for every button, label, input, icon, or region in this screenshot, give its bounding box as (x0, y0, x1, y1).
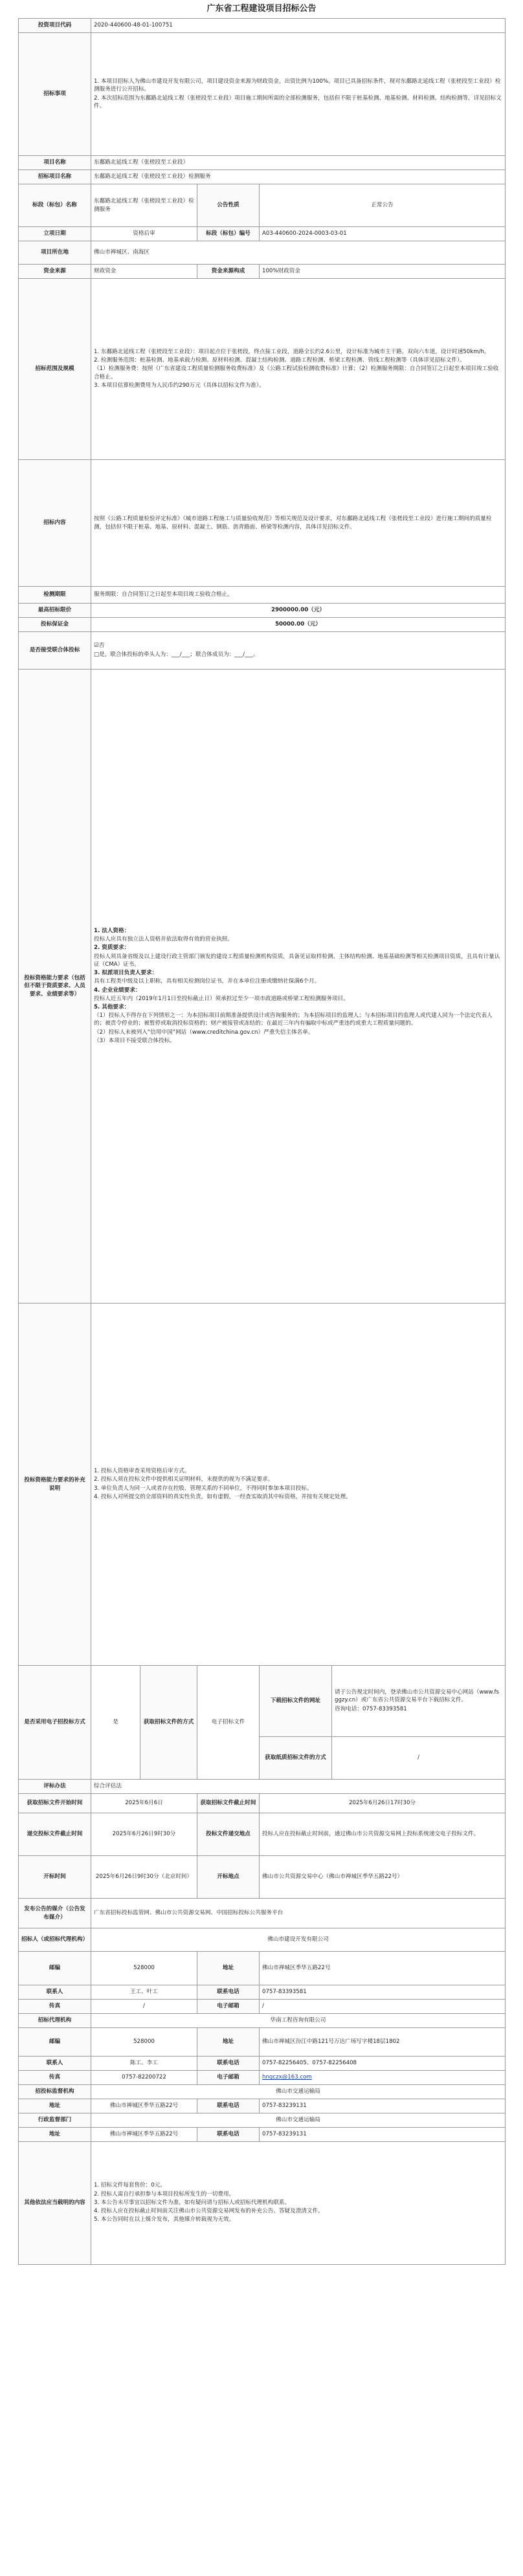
other-item-1: 1. 招标文件每套售价：0元。 (94, 2182, 166, 2189)
value-section-name: 东鄱路北延线工程（张槎段至工业段）检测服务 (91, 184, 197, 227)
row-project-code (19, 19, 506, 33)
qual-item-4: 投标人须具备省级及以上建设行政主管部门颁发的建设工程质量检测机构资质，具备见证取样检测、主体结构检测、地基基础检测等相关检测项目资质，且具有计量认证（CMA）证书。 (94, 953, 500, 968)
label-tenderer-addr: 地址 (197, 1952, 260, 1985)
value-content: 按照《公路工程质量检验评定标准》《城市道路工程施工与质量验收规范》等相关规范及设计要求，对东鄱路北延线工程（张槎段至工业段）进行施工期间的质量检测，包括但不限于桩基、地基、原材料、混凝土、钢筋、沥青路面、桥梁等检测内容，具体详见招标文件。 (91, 460, 506, 587)
label-tenderer-phone: 联系电话 (197, 1985, 260, 2000)
download-place-1: 请于公告规定时间内，登录佛山市公共资源交易中心网站（www.fsggzy.cn）或广东省公共资源交易平台下载招标文件。 (335, 1689, 499, 1704)
row-agent-fax (19, 2071, 506, 2085)
label-notice-overview: 招标事项 (19, 33, 91, 156)
row-joint (19, 632, 506, 670)
value-supervise-phone: 0757-83239131 (260, 2099, 506, 2113)
value-agent-fax: 0757-82200722 (91, 2071, 197, 2085)
label-section-name: 标段（标包）名称 (19, 184, 91, 227)
value-fund-proportion: 100%财政资金 (260, 265, 506, 279)
row-media (19, 1899, 506, 1928)
row-doc-time (19, 1794, 506, 1813)
label-bid-type: 公告性质 (197, 184, 260, 227)
label-qualification: 投标资格能力要求（包括但不限于资质要求、人员要求、业绩要求等） (19, 670, 91, 1304)
row-section (19, 184, 506, 227)
qual-item-3: 2. 资质要求： (94, 944, 130, 952)
scope-paragraph-2: 2. 检测服务范围：桩基检测、地基承载力检测、原材料检测、混凝土结构检测、道路工程检测、桥梁工程检测、管线工程检测等（具体详见招标文件）。 (94, 357, 465, 364)
qual-item-5: 3. 拟派项目负责人要求： (94, 970, 158, 977)
label-media: 发布公告的媒介（公告发布媒介） (19, 1899, 91, 1928)
row-bid-name (19, 170, 506, 184)
qual-item-2: 投标人应具有独立法人资格并依法取得有效的营业执照。 (94, 936, 233, 943)
value-supervise: 佛山市交通运输局 (91, 2085, 506, 2099)
row-qual-supp (19, 1304, 506, 1666)
label-location: 项目所在地 (19, 241, 91, 265)
label-open-place: 开标地点 (197, 1856, 260, 1899)
label-max-price: 最高招标限价 (19, 604, 91, 618)
label-joint: 是否接受联合体投标 (19, 632, 91, 670)
scope-paragraph-4: 3. 本项目估算检测费用为人民币约290万元（具体以招标文件为准）。 (94, 382, 265, 389)
qual-item-10: （1）投标人不得存在下列情形之一：为本招标项目前期准备提供设计或咨询服务的；为本招标项目的监理人；与本招标项目的监理人或代建人同为一个法定代表人的；被责令停业的；被暂停或取消投标资格的；财产被接管或冻结的；在最近三年内有骗取中标或严重违约或重大工程质量问题的。 (94, 1012, 493, 1027)
qual-supp-3: 3. 单位负责人为同一人或者存在控股、管理关系的不同单位，不得同时参加本项目投标。 (94, 1485, 313, 1492)
page-title: 广东省工程建设项目招标公告 (206, 4, 317, 14)
value-supervise-dept-addr: 佛山市禅城区季华五路22号 (91, 2128, 197, 2142)
row-max-price (19, 604, 506, 618)
label-agent-contact: 联系人 (19, 2057, 91, 2071)
label-supervise-dept-addr: 地址 (19, 2128, 91, 2142)
value-tenderer-fax: / (91, 2000, 197, 2014)
row-content (19, 460, 506, 587)
label-tenderer: 招标人（或招标代理机构） (19, 1928, 91, 1952)
value-agent-contact: 陈工、李工 (91, 2057, 197, 2071)
scope-paragraph-1: 1. 东鄱路北延线工程（张槎段至工业段）：项目起点位于张槎段，终点接工业段，道路全长约2.6公里，设计标准为城市主干路，双向六车道，设计时速50km/h。 (94, 348, 490, 355)
qual-item-7: 4. 企业业绩要求： (94, 987, 141, 994)
label-qual-supp: 投标资格能力要求的补充说明 (19, 1304, 91, 1666)
label-project-code: 投资项目代码 (19, 19, 91, 33)
row-supervise-addr (19, 2099, 506, 2113)
label-doc-end: 获取招标文件截止时间 (197, 1794, 260, 1813)
label-project-name: 项目名称 (19, 156, 91, 170)
value-max-price: 2900000.00（元） (91, 604, 506, 618)
label-supervise-addr: 地址 (19, 2099, 91, 2113)
label-supervise-phone: 联系电话 (197, 2099, 260, 2113)
value-tenderer-contact: 王工、叶工 (91, 1985, 197, 2000)
value-tenderer-addr: 佛山市禅城区季华五路22号 (260, 1952, 506, 1985)
row-agent-postcode (19, 2028, 506, 2057)
value-project-code: 2020-440600-48-01-100751 (91, 19, 506, 33)
value-agent-postcode: 528000 (91, 2028, 197, 2057)
other-item-4: 4. 投标人应在投标截止时间前关注佛山市公共资源交易网发布的补充公告、答疑及澄清文件。 (94, 2208, 324, 2215)
qual-supp-2: 2. 投标人须在投标文件中提供相关证明材料，未提供的视为不满足要求。 (94, 1476, 274, 1483)
row-agent-contact (19, 2057, 506, 2071)
value-agent-phone: 0757-82256405、0757-82256408 (260, 2057, 506, 2071)
value-submit-place: 投标人应在投标截止时间前，通过佛山市公共资源交易网上投标系统递交电子投标文件。 (260, 1813, 506, 1856)
label-estimated: 投标保证金 (19, 618, 91, 632)
label-agent: 招标代理机构 (19, 2014, 91, 2028)
label-fund-source: 资金来源 (19, 265, 91, 279)
row-agent (19, 2014, 506, 2028)
value-tenderer: 佛山市建设开发有限公司 (91, 1928, 506, 1952)
label-submit-place: 投标文件递交地点 (197, 1813, 260, 1856)
qual-supp-1: 1. 投标人资格审查采用资格后审方式。 (94, 1468, 190, 1475)
label-e-bid: 是否采用电子招投标方式 (19, 1666, 91, 1780)
label-agent-email: 电子邮箱 (197, 2071, 260, 2085)
row-supervise-dept-addr (19, 2128, 506, 2142)
value-open-time: 2025年6月26日9时30分（北京时间） (91, 1856, 197, 1899)
other-item-5: 5. 本公告同时在以上媒介发布，其他媒介转载视为无效。 (94, 2216, 235, 2223)
label-doc-start: 获取招标文件开始时间 (19, 1794, 91, 1813)
value-agent-addr: 佛山市禅城区汾江中路121号万达广场写字楼18层1802 (260, 2028, 506, 2057)
value-bid-name: 东鄱路北延线工程（张槎段至工业段）检测服务 (91, 170, 506, 184)
value-scope (91, 279, 506, 460)
label-tenderer-fax: 传真 (19, 2000, 91, 2014)
row-supervise-dept (19, 2113, 506, 2128)
row-tenderer-contact (19, 1985, 506, 2000)
value-supervise-dept: 佛山市交通运输局 (91, 2113, 506, 2128)
value-bid-type: 正常公告 (260, 184, 506, 227)
label-agent-addr: 地址 (197, 2028, 260, 2057)
value-file-format: / (332, 1737, 506, 1780)
qual-item-9: 5. 其他要求： (94, 1003, 130, 1010)
row-bid-method (19, 1780, 506, 1794)
joint-option-no: ☑否 (94, 642, 105, 649)
value-fund-source: 财政资金 (91, 265, 197, 279)
value-qualification (91, 670, 506, 1304)
row-qualification (19, 670, 506, 1304)
label-open-time: 开标时间 (19, 1856, 91, 1899)
notice-table (18, 18, 506, 2265)
row-fund (19, 265, 506, 279)
overview-paragraph-1: 1. 本项目招标人为佛山市建设开发有限公司，项目建设资金来源为财政资金，出资比例为100%。项目已具备招标条件，现对东鄱路北延线工程（张槎段至工业段）检测服务进行公开招标。 (94, 78, 501, 93)
other-item-2: 2. 投标人需自行承担参与本项目投标所发生的一切费用。 (94, 2190, 235, 2198)
label-tenderer-postcode: 邮编 (19, 1952, 91, 1985)
value-qual-supp (91, 1304, 506, 1666)
row-supervise (19, 2085, 506, 2099)
label-other: 其他依法应当载明的内容 (19, 2142, 91, 2265)
value-tenderer-email: / (260, 2000, 506, 2014)
label-scope: 招标范围及规模 (19, 279, 91, 460)
value-period: 服务期限：自合同签订之日起至本项目竣工验收合格止。 (91, 587, 506, 604)
row-scope (19, 279, 506, 460)
value-open-place: 佛山市公共资源交易中心（佛山市禅城区季华五路22号） (260, 1856, 506, 1899)
label-bid-name: 招标项目名称 (19, 170, 91, 184)
label-agent-postcode: 邮编 (19, 2028, 91, 2057)
value-media: 广东省招标投标监管网、佛山市公共资源交易网、中国招标投标公共服务平台 (91, 1899, 506, 1928)
value-e-bid: 是 (91, 1666, 140, 1780)
qual-supp-4: 4. 投标人对所提交的全部资料的真实性负责，如有虚假，一经查实取消其中标资格，并按有关规定处理。 (94, 1493, 351, 1500)
value-bid-method: 综合评估法 (91, 1780, 506, 1794)
row-period (19, 587, 506, 604)
row-estimated (19, 618, 506, 632)
row-tenderer (19, 1928, 506, 1952)
value-supervise-addr: 佛山市禅城区季华五路22号 (91, 2099, 197, 2113)
value-doc-end: 2025年6月26日17时30分 (260, 1794, 506, 1813)
value-section-code: A03-440600-2024-0003-03-01 (260, 227, 506, 241)
row-open (19, 1856, 506, 1899)
label-fund-proportion: 资金来源构成 (197, 265, 260, 279)
value-tenderer-postcode: 528000 (91, 1952, 197, 1985)
value-project-name: 东鄱路北延线工程（张槎段至工业段） (91, 156, 506, 170)
value-other (91, 2142, 506, 2265)
qual-item-12: （3）本项目不接受联合体投标。 (94, 1037, 175, 1044)
label-supervise-dept-phone: 联系电话 (197, 2128, 260, 2142)
label-bid-method: 评标办法 (19, 1780, 91, 1794)
row-other (19, 2142, 506, 2265)
value-download-method: 电子招标文件 (197, 1666, 260, 1780)
row-submit (19, 1813, 506, 1856)
label-content: 招标内容 (19, 460, 91, 587)
value-estimated: 50000.00（元） (91, 618, 506, 632)
row-section-code (19, 227, 506, 241)
value-type-note: 资格后审 (91, 227, 197, 241)
row-notice-overview (19, 33, 506, 156)
label-supervise: 招投标监督机构 (19, 2085, 91, 2099)
label-submit-deadline: 递交投标文件截止时间 (19, 1813, 91, 1856)
other-item-3: 3. 本公告未尽事宜以招标文件为准，如有疑问请与招标人或招标代理机构联系。 (94, 2199, 291, 2206)
label-file-format: 获取纸质招标文件的方式 (260, 1737, 332, 1780)
label-download-place: 下载招标文件的网址 (260, 1666, 332, 1737)
value-submit-deadline: 2025年6月26日9时30分 (91, 1813, 197, 1856)
row-project-name (19, 156, 506, 170)
row-tenderer-fax (19, 2000, 506, 2014)
joint-option-yes: □是，联合体投标的牵头人为：___/___；联合体成员为：___/___。 (94, 651, 259, 658)
value-notice-overview (91, 33, 506, 156)
row-e-bid (19, 1666, 506, 1737)
download-place-2: 咨询电话：0757-83393581 (335, 1705, 407, 1712)
overview-paragraph-2: 2. 本次招标范围为东鄱路北延线工程（张槎段至工业段）项目施工期间所需的全部检测服务，包括但不限于桩基检测、地基检测、材料检测、结构检测等，详见招标文件。 (94, 94, 502, 109)
row-location (19, 241, 506, 265)
value-download-place (332, 1666, 506, 1737)
qual-item-11: （2）投标人未被列入“信用中国”网站（www.creditchina.gov.cn）严重失信主体名单。 (94, 1029, 314, 1036)
value-tenderer-phone: 0757-83393581 (260, 1985, 506, 2000)
value-joint (91, 632, 506, 670)
scope-paragraph-3: （1）检测服务费：按照《广东省建设工程质量检测服务收费标准》及《公路工程试验检测收费标准》计算；（2）检测服务期限：自合同签订之日起至本项目竣工验收合格止。 (94, 366, 499, 380)
label-tenderer-contact: 联系人 (19, 1985, 91, 2000)
label-section-code: 标段（标包）编号 (197, 227, 260, 241)
value-supervise-dept-phone: 0757-83239131 (260, 2128, 506, 2142)
label-download-method: 获取招标文件的方式 (140, 1666, 197, 1780)
value-location: 佛山市禅城区、南海区 (91, 241, 506, 265)
qual-item-6: 具有工程类中级及以上职称，具有相关检测岗位证书，并在本单位注册或缴纳社保满6个月。 (94, 978, 320, 985)
label-period: 检测期限 (19, 587, 91, 604)
label-agent-phone: 联系电话 (197, 2057, 260, 2071)
value-agent-email[interactable]: hngczx@163.com (260, 2071, 506, 2085)
label-type-note: 立项日期 (19, 227, 91, 241)
label-supervise-dept: 行政监督部门 (19, 2113, 91, 2128)
value-doc-start: 2025年6月6日 (91, 1794, 197, 1813)
qual-item-1: 1. 法人资格： (94, 928, 130, 935)
label-agent-fax: 传真 (19, 2071, 91, 2085)
qual-item-8: 投标人近五年内（2019年1月1日至投标截止日）须承担过至少一项市政道路或桥梁工程检测服务项目。 (94, 995, 349, 1002)
row-tenderer-postcode (19, 1952, 506, 1985)
label-tenderer-email: 电子邮箱 (197, 2000, 260, 2014)
value-agent: 华南工程咨询有限公司 (91, 2014, 506, 2028)
